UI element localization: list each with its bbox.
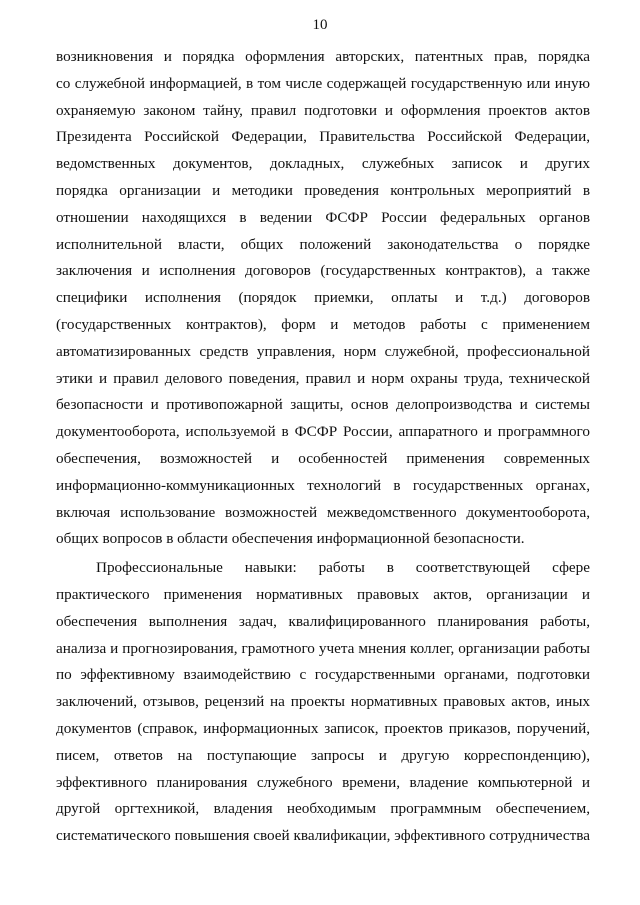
text-line: (государственных контрактов), форм и методов работы с применением	[56, 315, 590, 333]
page-number: 10	[312, 17, 328, 33]
text-line: ведомственных документов, докладных, служебных записок и других	[56, 155, 590, 173]
text-line: возникновения и порядка оформления авторских, патентных прав, порядка	[56, 48, 590, 65]
text-line: заключений, отзывов, рецензий на проекты нормативных правовых актов, иных	[56, 693, 590, 711]
text-line: писем, ответов на поступающие запросы и другую корреспонденцию),	[56, 746, 590, 764]
paragraph-1	[56, 44, 590, 553]
text-line: эффективного планирования служебного времени, владение компьютерной и	[56, 773, 590, 791]
paragraph-2	[56, 555, 590, 850]
text-line: по эффективному взаимодействию с государственными органами, подготовки	[56, 666, 590, 684]
text-line: документооборота, используемой в ФСФР России, аппаратного и программного	[56, 423, 590, 441]
text-line: общих вопросов в области обеспечения информационной безопасности.	[56, 530, 525, 548]
document-body	[56, 44, 590, 850]
text-line: автоматизированных средств управления, норм служебной, профессиональной	[56, 342, 590, 360]
text-line: документов (справок, информационных записок, проектов приказов, поручений,	[56, 719, 590, 737]
text-line: информационно-коммуникационных технологий в государственных органах,	[56, 476, 590, 494]
text-line: этики и правил делового поведения, правил и норм охраны труда, технической	[56, 369, 590, 387]
text-line: порядка организации и методики проведения контрольных мероприятий в	[56, 181, 590, 199]
text-line: исполнительной власти, общих положений законодательства о порядке	[56, 235, 590, 253]
text-line: безопасности и противопожарной защиты, основ делопроизводства и системы	[56, 396, 590, 414]
text-line: анализа и прогнозирования, грамотного учета мнения коллег, организации работы	[56, 639, 590, 657]
text-line: Президента Российской Федерации, Правительства Российской Федерации,	[56, 128, 590, 146]
text-line: отношении находящихся в ведении ФСФР России федеральных органов	[56, 208, 590, 226]
text-line: Профессиональные навыки: работы в соответствующей сфере	[96, 559, 590, 577]
text-line: обеспечения, возможностей и особенностей применения современных	[56, 449, 590, 467]
text-line: систематического повышения своей квалификации, эффективного сотрудничества	[56, 827, 590, 845]
text-line: специфики исполнения (порядок приемки, оплаты и т.д.) договоров	[56, 289, 590, 307]
text-line: включая использование возможностей межведомственного документооборота,	[56, 503, 590, 521]
text-line: другой оргтехникой, владения необходимым программным обеспечением,	[56, 800, 590, 818]
text-line: охраняемую законом тайну, правил подготовки и оформления проектов актов	[56, 101, 590, 119]
text-line: практического применения нормативных правовых актов, организации и	[56, 585, 590, 603]
text-line: со служебной информацией, в том числе содержащей государственную или иную	[56, 74, 590, 92]
text-line: обеспечения выполнения задач, квалифицированного планирования работы,	[56, 612, 590, 630]
text-line: заключения и исполнения договоров (государственных контрактов), а также	[56, 262, 590, 280]
